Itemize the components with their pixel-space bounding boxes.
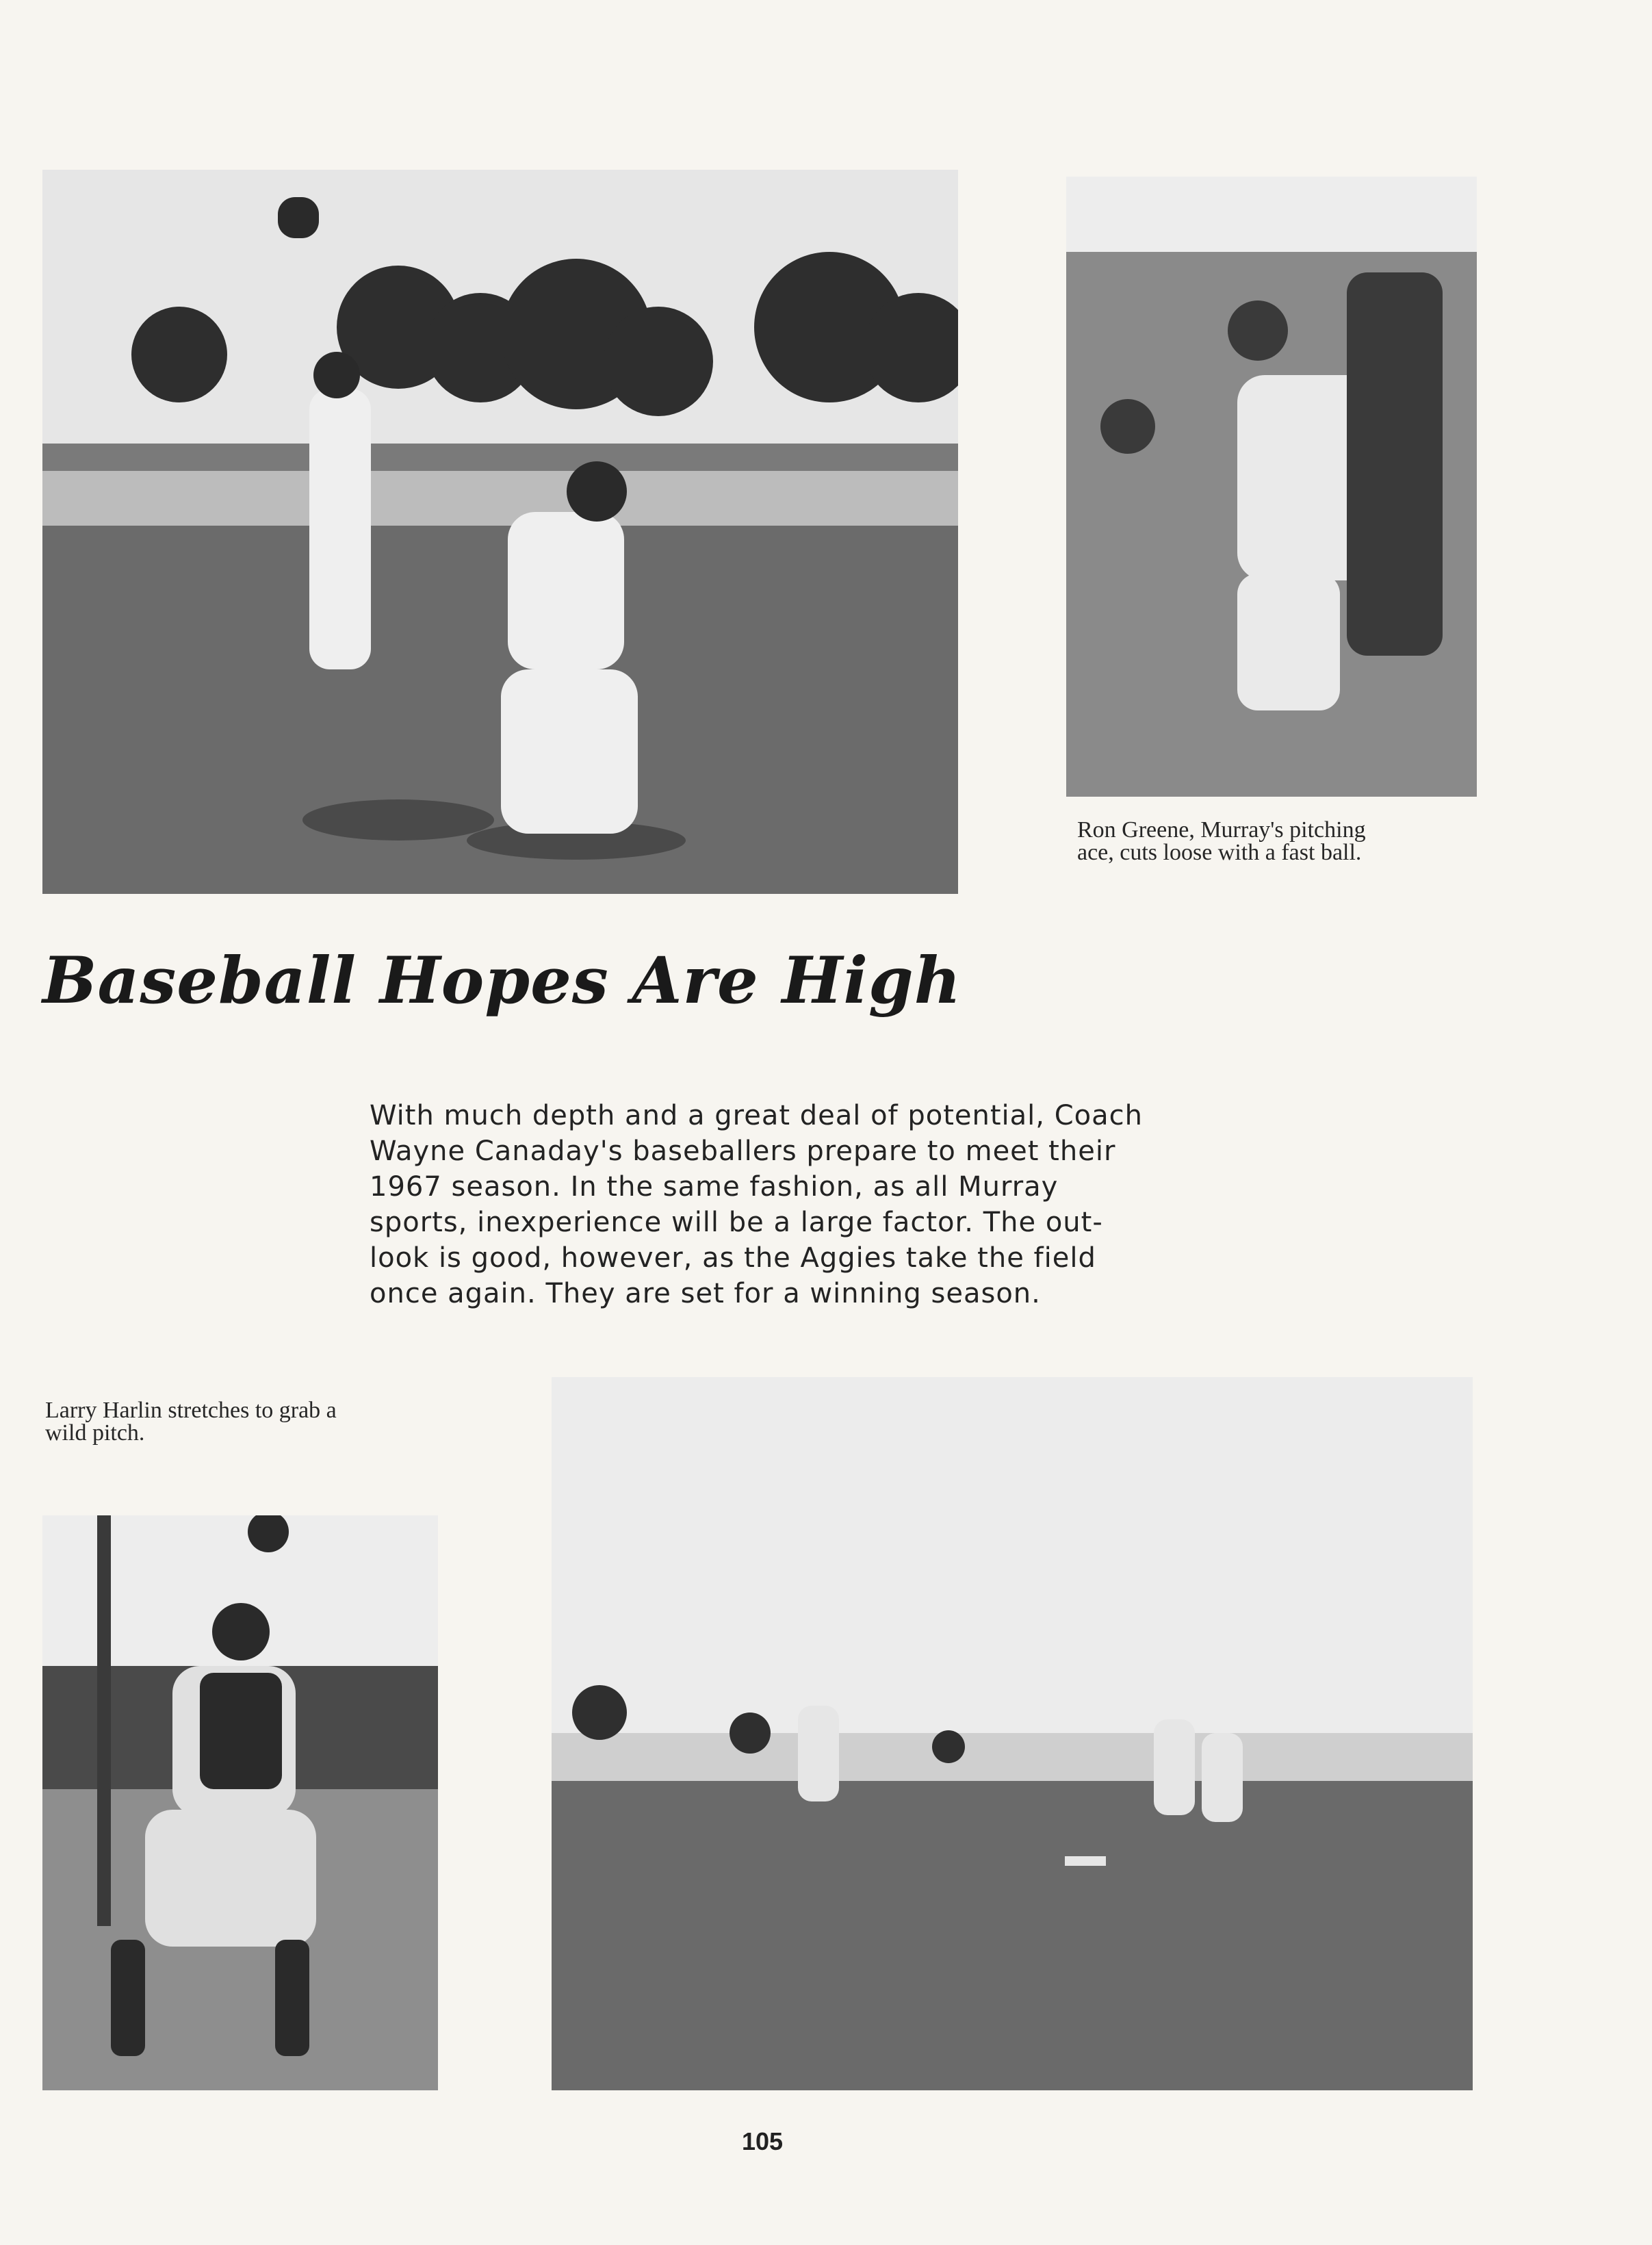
first-base-play-photo (42, 170, 958, 894)
page-number: 105 (742, 2127, 784, 2155)
pitcher-caption: Ron Greene, Murray's pitching ace, cuts loose with a fast ball. (1077, 817, 1366, 865)
baseball-pitcher-photo-icon (1066, 177, 1477, 797)
catcher-photo (42, 1515, 438, 2090)
page-title: Baseball Hopes Are High (42, 943, 962, 1018)
pitcher-photo (1066, 177, 1477, 797)
infield-photo (552, 1377, 1473, 2090)
article-body: With much depth and a great deal of potential, Coach Wayne Canaday's baseballers prepare to meet their 1967 season. In the same fashion, as all Murray sports, inexperience will be a large factor. The out- look is good, however, as the Aggies take the field once again. They are set for a winning season. (370, 1100, 1143, 1309)
baseball-infield-photo-icon (552, 1377, 1473, 2090)
catcher-caption: Larry Harlin stretches to grab a wild pitch. (45, 1398, 337, 1446)
baseball-catcher-photo-icon (42, 1515, 438, 2090)
baseball-first-base-photo-icon (42, 170, 958, 894)
